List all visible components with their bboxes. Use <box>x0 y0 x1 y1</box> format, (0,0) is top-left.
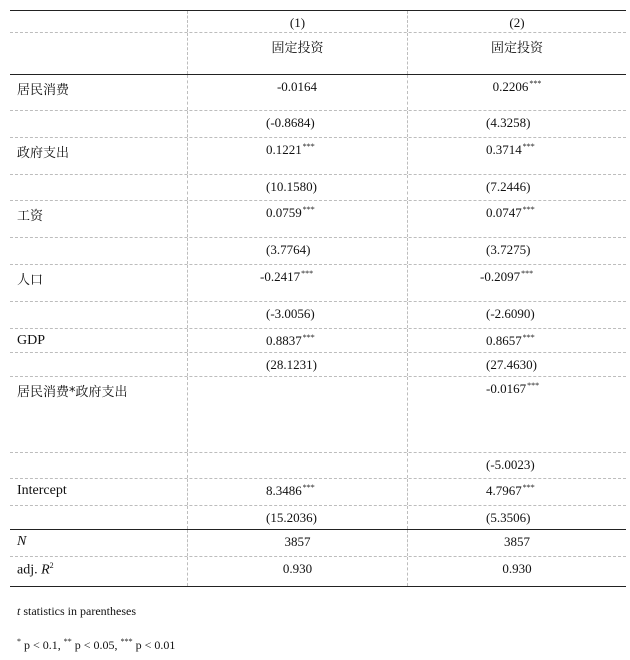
variable-label: 政府支出 <box>10 138 188 174</box>
significance-stars: *** <box>302 483 315 492</box>
stat-label-r2: adj. $R^2$ <box>10 557 188 586</box>
t-statistic: (-2.6090) <box>486 306 535 321</box>
coef-value: 4.7967 <box>486 483 522 498</box>
coef-value: 0.3714 <box>486 142 522 157</box>
t-statistic: (-3.0056) <box>188 302 408 328</box>
stat-value: 0.930 <box>502 561 532 576</box>
stat-label-n: N <box>10 530 188 556</box>
coef-row <box>10 479 626 506</box>
tstat-row <box>10 506 626 530</box>
t-statistic: (4.3258) <box>486 115 531 130</box>
variable-label: Intercept <box>10 479 188 505</box>
t-statistic <box>188 453 408 478</box>
t-statistic: (28.1231) <box>188 353 408 376</box>
header-empty-cell <box>10 11 188 32</box>
coef-row <box>10 265 626 302</box>
t-statistic: (3.7275) <box>486 242 531 257</box>
t-statistic: (3.7764) <box>188 238 408 264</box>
t-statistic: (-5.0023) <box>486 457 535 472</box>
note-t-statistics: t statistics in parentheses <box>17 604 136 618</box>
note-significance: * p < 0.1, ** p < 0.05, *** p < 0.01 <box>17 637 176 652</box>
significance-stars: *** <box>522 142 535 151</box>
header-empty-cell <box>10 33 188 74</box>
stat-value: 0.930 <box>188 557 408 586</box>
significance-stars: *** <box>302 333 315 342</box>
coef-value: 0.0747 <box>486 205 522 220</box>
coef-value: 0.0759 <box>266 205 302 220</box>
tstat-row <box>10 302 626 329</box>
t-statistic: (-0.8684) <box>188 111 408 137</box>
t-statistic: (5.3506) <box>486 510 531 525</box>
significance-stars: *** <box>301 269 314 278</box>
t-statistic: (10.1580) <box>188 175 408 200</box>
coef-value: 0.2206 <box>492 79 529 94</box>
tstat-row <box>10 111 626 138</box>
significance-stars: *** <box>302 205 315 214</box>
stats-row-n <box>10 530 626 557</box>
significance-stars: *** <box>522 205 535 214</box>
coef-value: -0.2097 <box>480 269 521 284</box>
coef-row <box>10 75 626 111</box>
header-col1-dependent: 固定投资 <box>188 33 408 74</box>
header-col2-dependent: 固定投资 <box>490 41 543 56</box>
significance-stars: *** <box>302 142 315 151</box>
coef-value: 0.8837 <box>266 333 302 348</box>
stats-row-r2 <box>10 557 626 587</box>
t-statistic: (7.2446) <box>486 179 531 194</box>
t-statistic: (27.4630) <box>486 357 537 372</box>
coef-value: -0.0167 <box>486 381 527 396</box>
tstat-row <box>10 453 626 479</box>
coef-value: 0.1221 <box>266 142 302 157</box>
header-col1-number: (1) <box>188 11 408 32</box>
variable-label: 居民消费*政府支出 <box>10 377 188 452</box>
coef-value: -0.2417 <box>260 269 301 284</box>
regression-table <box>10 10 626 587</box>
variable-label: 工资 <box>10 201 188 237</box>
tstat-row <box>10 238 626 265</box>
stat-value: 3857 <box>188 530 408 556</box>
variable-label: GDP <box>10 329 188 352</box>
coef-value: -0.0164 <box>276 79 318 94</box>
tstat-row <box>10 175 626 201</box>
significance-stars: *** <box>522 483 535 492</box>
coef-row <box>10 201 626 238</box>
significance-stars: *** <box>529 79 542 88</box>
tstat-row <box>10 353 626 377</box>
t-statistic: (15.2036) <box>188 506 408 529</box>
significance-stars: *** <box>527 381 540 390</box>
coef-row <box>10 377 626 453</box>
header-row-model-numbers <box>10 10 626 33</box>
significance-stars: *** <box>521 269 534 278</box>
header-row-dependent-var <box>10 33 626 75</box>
coef-value: 0.8657 <box>486 333 522 348</box>
header-col2-number: (2) <box>509 15 525 30</box>
significance-stars: *** <box>522 333 535 342</box>
variable-label: 人口 <box>10 265 188 301</box>
coef-row <box>10 329 626 353</box>
variable-label: 居民消费 <box>10 75 188 110</box>
stat-value: 3857 <box>504 534 530 549</box>
coef-row <box>10 138 626 175</box>
coef-value: 8.3486 <box>266 483 302 498</box>
